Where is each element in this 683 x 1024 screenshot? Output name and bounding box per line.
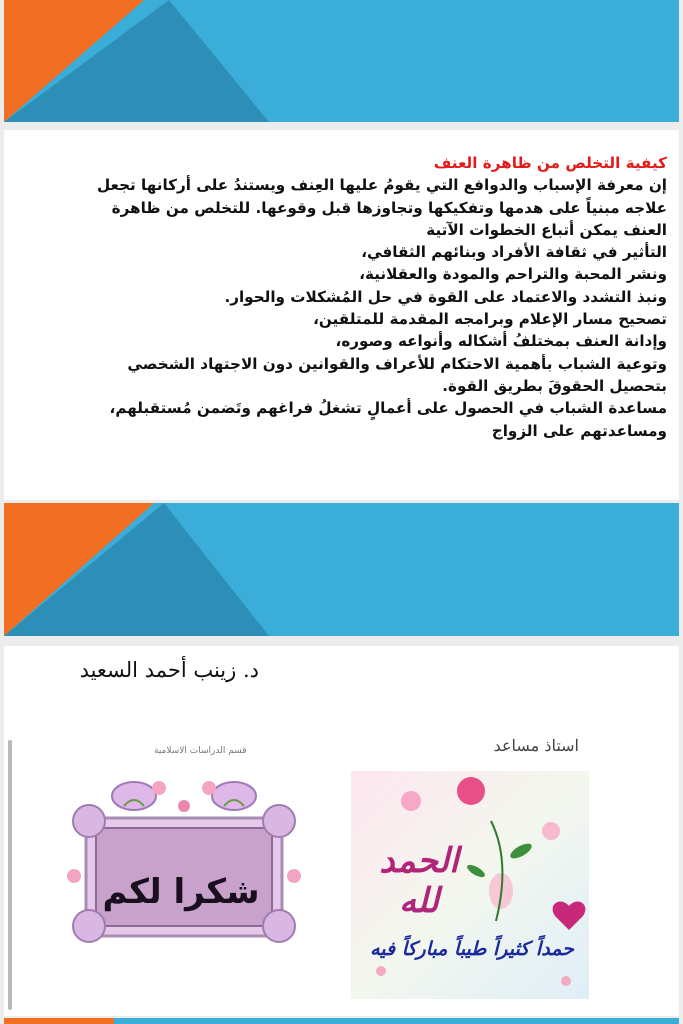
banner-triangles-graphic (4, 1018, 679, 1024)
text-line: وإدانة العنف بمختلفُ أشكاله وأنواعه وصوره، (335, 332, 667, 351)
text-line: ومساعدتهم على الزواج (491, 421, 667, 440)
banner-triangles-graphic (4, 503, 679, 636)
slide-title: كيفية التخلص من ظاهرة العنف (433, 154, 667, 172)
middle-banner (4, 503, 679, 636)
text-line: مساعدة الشباب في الحصول على أعمالٍ تشغلُ فراغهم وتَضمن مُستقبلهم، (109, 399, 667, 418)
floral-frame-image (64, 776, 304, 946)
banner-triangles-graphic (4, 0, 679, 122)
praise-title: الحمد لله (379, 841, 459, 921)
thanks-text: شكرا لكم (102, 872, 260, 912)
text-line: ونشر المحبة والتراحم والمودة والعقلانية، (359, 265, 667, 284)
closing-slide (4, 646, 679, 1016)
text-line: تصحيح مسار الإعلام وبرامجه المقدمة للمتلقين، (313, 310, 667, 329)
text-slide (4, 130, 679, 500)
top-banner (4, 0, 679, 122)
bottom-banner (4, 1018, 679, 1024)
text-line: بتحصيل الحقوقَ بطريق القوة. (442, 376, 667, 395)
text-line: إن معرفة الإسباب والدوافع التي يقومُ عليها العِنف ويستندُ على أركانها تجعل (96, 176, 667, 195)
praise-line: حمداً كثيراً طيباً مباركاً فيه (370, 938, 574, 960)
department-label: قسم الدراسات الاسلامية (154, 746, 247, 756)
text-line: التأثير في ثقافة الأفراد وبنائهم الثقافي، (361, 243, 667, 262)
author-name: د. زينب أحمد السعيد (79, 658, 259, 682)
author-title: استاذ مساعد (493, 736, 579, 755)
slide-text-body (18, 152, 667, 442)
text-line: العنف يمكن أتباع الخطوات الآتية (426, 220, 667, 239)
text-line: ونبذ التشدد والاعتماد على القوة في حل المُشكلات والحوار. (224, 287, 667, 306)
scrollbar[interactable] (8, 740, 12, 1010)
text-line: وتوعية الشباب بأهمية الاحتكام للأعراف والقوانين دون الاجتهاد الشخصي (127, 354, 667, 373)
text-line: علاجه مبنياً على هدمها وتفكيكها وتجاوزها قبل وقوعها. للتخلص من ظاهرة (111, 198, 667, 217)
